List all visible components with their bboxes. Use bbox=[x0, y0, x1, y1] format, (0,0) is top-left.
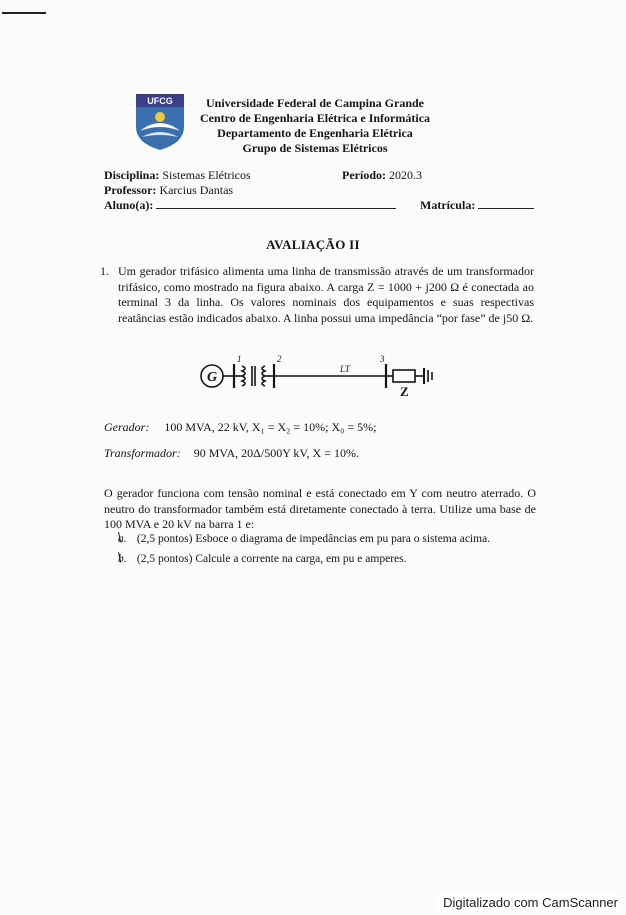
period-label: Período: bbox=[342, 168, 386, 182]
item-b-letter: b. bbox=[118, 553, 134, 565]
bus-2-label: 2 bbox=[277, 354, 282, 364]
registration-row bbox=[420, 198, 534, 212]
item-b-text: (2,5 pontos) Calcule a corrente na carga, em pu e amperes. bbox=[136, 553, 407, 565]
student-row bbox=[104, 198, 396, 212]
transformer-spec bbox=[104, 446, 359, 460]
exam-title: AVALIAÇÃO II bbox=[266, 237, 360, 252]
center-name: Centro de Engenharia Elétrica e Informática bbox=[199, 111, 431, 125]
discipline-row bbox=[104, 168, 251, 182]
question-text: Um gerador trifásico alimenta uma linha de transmissão através de um transformador trifásico, como mostrado na figura abaixo. A carga Z = 1000 + j200 Ω é conectada ao terminal 3 da linha. Os valores nominais dos equipamentos e suas respectivas reatâncias estão indicados abaixo. A linha possui uma impedância “por fase” de j50 Ω. bbox=[118, 264, 534, 325]
scanner-watermark: Digitalizado com CamScanner bbox=[437, 894, 620, 913]
transformer-spec-value: 90 MVA, 20Δ/500Y kV, X = 10%. bbox=[193, 446, 359, 460]
transformer-spec-label: Transformador: bbox=[104, 446, 181, 460]
load-impedance bbox=[393, 370, 415, 382]
professor-label: Professor: bbox=[104, 183, 157, 197]
registration-label: Matrícula: bbox=[420, 198, 476, 212]
logo-text: UFCG bbox=[147, 96, 173, 106]
period-row bbox=[342, 168, 422, 182]
item-a-text: (2,5 pontos) Esboce o diagrama de impedâncias em pu para o sistema acima. bbox=[136, 533, 491, 545]
transformer-primary bbox=[242, 366, 245, 386]
transformer-secondary bbox=[262, 366, 265, 386]
professor-value: Karcius Dantas bbox=[159, 183, 234, 197]
group-name: Grupo de Sistemas Elétricos bbox=[242, 141, 388, 155]
one-line-diagram bbox=[190, 354, 450, 410]
load-label: Z bbox=[400, 384, 409, 399]
bus-3-label: 3 bbox=[380, 354, 385, 364]
discipline-label: Disciplina: bbox=[104, 168, 160, 182]
discipline-value: Sistemas Elétricos bbox=[162, 168, 251, 182]
generator-symbol: G bbox=[206, 370, 218, 385]
instructions-paragraph: O gerador funciona com tensão nominal e está conectado em Y com neutro aterrado. O neutro do transformador também está diretamente conectado à terra. Utilize uma base de 100 MVA e 20 kV na barra 1 e: bbox=[104, 486, 536, 531]
scan-corner-mark bbox=[2, 12, 46, 14]
item-a-letter: a. bbox=[118, 533, 134, 545]
generator-spec-label: Gerador: bbox=[104, 420, 150, 434]
question-1 bbox=[102, 264, 534, 326]
ufcg-logo bbox=[134, 93, 186, 151]
registration-blank[interactable] bbox=[478, 198, 534, 209]
generator-spec bbox=[104, 420, 376, 434]
line-label: LT bbox=[340, 364, 350, 374]
professor-row bbox=[104, 183, 233, 197]
question-number: 1. bbox=[100, 264, 109, 278]
student-name-blank[interactable] bbox=[156, 198, 396, 209]
generator-spec-value: 100 MVA, 22 kV, X₁ = X₂ = 10%; X₀ = 5%; bbox=[164, 420, 377, 434]
department-name: Departamento de Engenharia Elétrica bbox=[217, 126, 413, 140]
student-label: Aluno(a): bbox=[104, 198, 154, 212]
item-a bbox=[118, 533, 490, 545]
university-name: Universidade Federal de Campina Grande bbox=[206, 96, 424, 110]
bus-1-label: 1 bbox=[237, 354, 242, 364]
item-b bbox=[118, 553, 406, 565]
institution-header bbox=[190, 96, 440, 156]
period-value: 2020.3 bbox=[389, 168, 422, 182]
